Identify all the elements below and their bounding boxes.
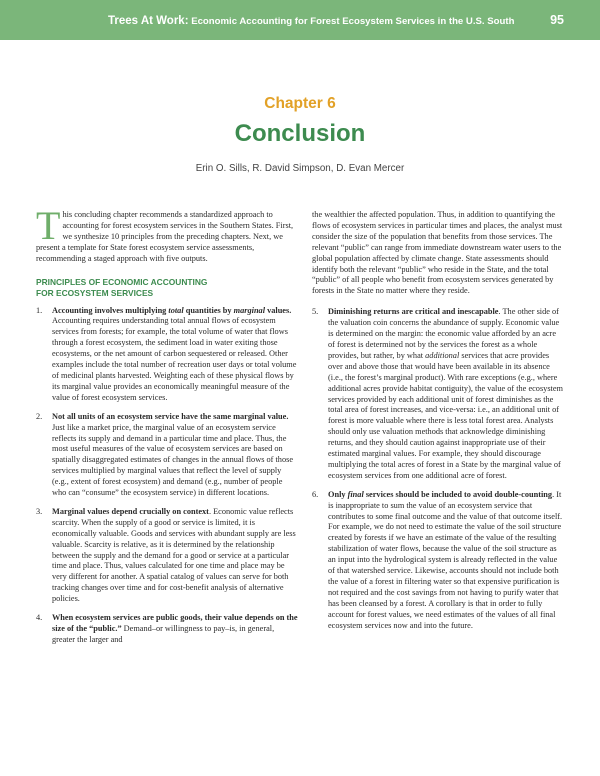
principle-lead: Marginal values depend crucially on context	[52, 506, 209, 516]
left-column	[36, 203, 298, 654]
principle-item	[312, 307, 564, 482]
principle-item	[36, 613, 298, 646]
principle-lead: When ecosystem services are public goods, their value depends on the size of the “public.”	[52, 613, 298, 633]
continued-paragraph: the wealthier the affected population. Thus, in addition to quantifying the flows of ecosystem services in particular times and places, the analyst must consider the size of the population that benefits from those services. The relevant “public” can range from immediate downstream water users to the global population affected by climate change. State assessments should identify both the relevant “public” who reside in the State, and the total “public” of all people who benefit from ecosystem services generated by forests in the State no matter where they reside.	[312, 210, 563, 296]
principle-number: 2.	[36, 411, 43, 421]
header-brand: Trees At Work:	[108, 15, 189, 27]
principle-lead: Only final services should be included to avoid double-counting	[328, 489, 553, 499]
principle-number: 3.	[36, 506, 43, 516]
principle-lead: Accounting involves multiplying total quantities by marginal values.	[52, 305, 292, 315]
running-header	[0, 0, 600, 40]
principle-lead: Not all units of an ecosystem service have the same marginal value.	[52, 411, 289, 421]
principles-list-right	[312, 307, 564, 631]
principle-number: 1.	[36, 305, 43, 315]
principle-item	[36, 412, 298, 499]
chapter-title: Conclusion	[234, 120, 366, 147]
section-heading	[36, 277, 298, 299]
principle-item	[312, 490, 564, 632]
principle-body: Demand–or willingness to pay–is, in general, greater the larger and	[52, 624, 275, 644]
chapter-authors: Erin O. Sills, R. David Simpson, D. Evan Mercer	[195, 163, 405, 174]
principle-number: 6.	[312, 489, 319, 499]
intro-text: his concluding chapter recommends a standardized approach to accounting for forest ecosystem services in the Southern States. First, we synthesize 10 principles from the preceding chapters. Next, we present a template for State forest ecosystem service assessments, recommending a staged approach with five outputs.	[36, 210, 294, 263]
principle-number: 5.	[312, 307, 319, 317]
principle-body: Accounting requires understanding total annual flows of ecosystem services from forests; for example, the total volume of water that flows through a forest ecosystem, the sediment load in water exiting those ecosystems, or the net amount of carbon sequestered or released. Other examples include the total number of recreation user days or total volume of medicinal plants harvested. Weighting each of these physical flows by its marginal value provides an economically meaningful measure of the value of forest ecosystem services.	[52, 316, 297, 402]
principle-body: . The other side of the valuation coin concerns the abundance of supply. Economic value is determined on the margin: the economic value afforded by an acre of forest is determined not by the services the forest as a whole provides, but rather, by what additional services that acre provides over and above those that would have been available in its absence (i.e., the forest’s marginal product). With rare exceptions (e.g., where additional acres provide habitat contiguity), the value of the ecosystem services provided by each additional unit of forest diminishes as the total area of forest increases, and vice-versa: i.e., an additional unit of forest is more valuable where there is less total forest area. Analysts should only use valuation methods that acknowledge diminishing returns, and they should caution against inappropriate use of their estimated marginal values. For example, they should discourage multiplying the total acres of forest in a State by the marginal value of ecosystem services from one additional acre of forest.	[328, 307, 564, 480]
principle-body: . Economic value reflects scarcity. When the supply of a good or service is limited, it is economically valuable. Goods and services with abundant supply are less valuable. Scarcity is relative, as it is determined by the relationship between the supply and the demand for a good or service at a particular time and place. Thus, values calculated for one time and place may be very different for another. A spatial catalog of values can serve for both tracking changes over time and for cost-benefit analysis of alternative policies.	[52, 506, 296, 604]
principle-lead: Diminishing returns are critical and inescapable	[328, 307, 499, 317]
right-column	[312, 210, 564, 640]
section-heading-line-1: PRINCIPLES OF ECONOMIC ACCOUNTING	[36, 276, 208, 287]
principle-item	[36, 306, 298, 404]
page-number: 95	[550, 13, 564, 27]
principle-body: Just like a market price, the marginal value of an ecosystem service reflects its supply and demand in a particular time and place. Thus, the most useful measures of the value of ecosystem services are based on spatially disaggregated estimates of changes in the annual flows of those services multiplied by marginal values that reflect the level of supply (e.g., extent of forest ecosystem) and demand (e.g., number of people who can “consume” the ecosystem service) in different locations.	[52, 422, 294, 498]
intro-paragraph	[36, 203, 298, 265]
running-header-title	[108, 15, 514, 27]
principle-number: 4.	[36, 613, 43, 623]
principle-body: . It is inappropriate to sum the value of an ecosystem service that contributes to some final outcome and the value of that outcome itself. For example, we do not need to estimate the value of the soil structure created by forests if we have an estimate of the value of the resulting stabilization of water flows, because the value of the soil structure as an input into the hydrological system is already reflected in the value of that watershed service. Likewise, accounts should not include both the value of a forest in filtering water so that expensive purification is not required and the cost savings from not having to purify water that has been cleansed by a forest. A corollary is that in order to fully account for forest values, we need estimates of the values of all final ecosystem services now and into the future.	[328, 489, 563, 630]
chapter-label: Chapter 6	[264, 95, 336, 112]
principle-item	[36, 507, 298, 605]
header-subtitle: Economic Accounting for Forest Ecosystem Services in the U.S. South	[188, 16, 515, 27]
section-heading-line-2: FOR ECOSYSTEM SERVICES	[36, 287, 154, 298]
principles-list-left	[36, 306, 298, 646]
drop-cap: T	[36, 203, 61, 248]
